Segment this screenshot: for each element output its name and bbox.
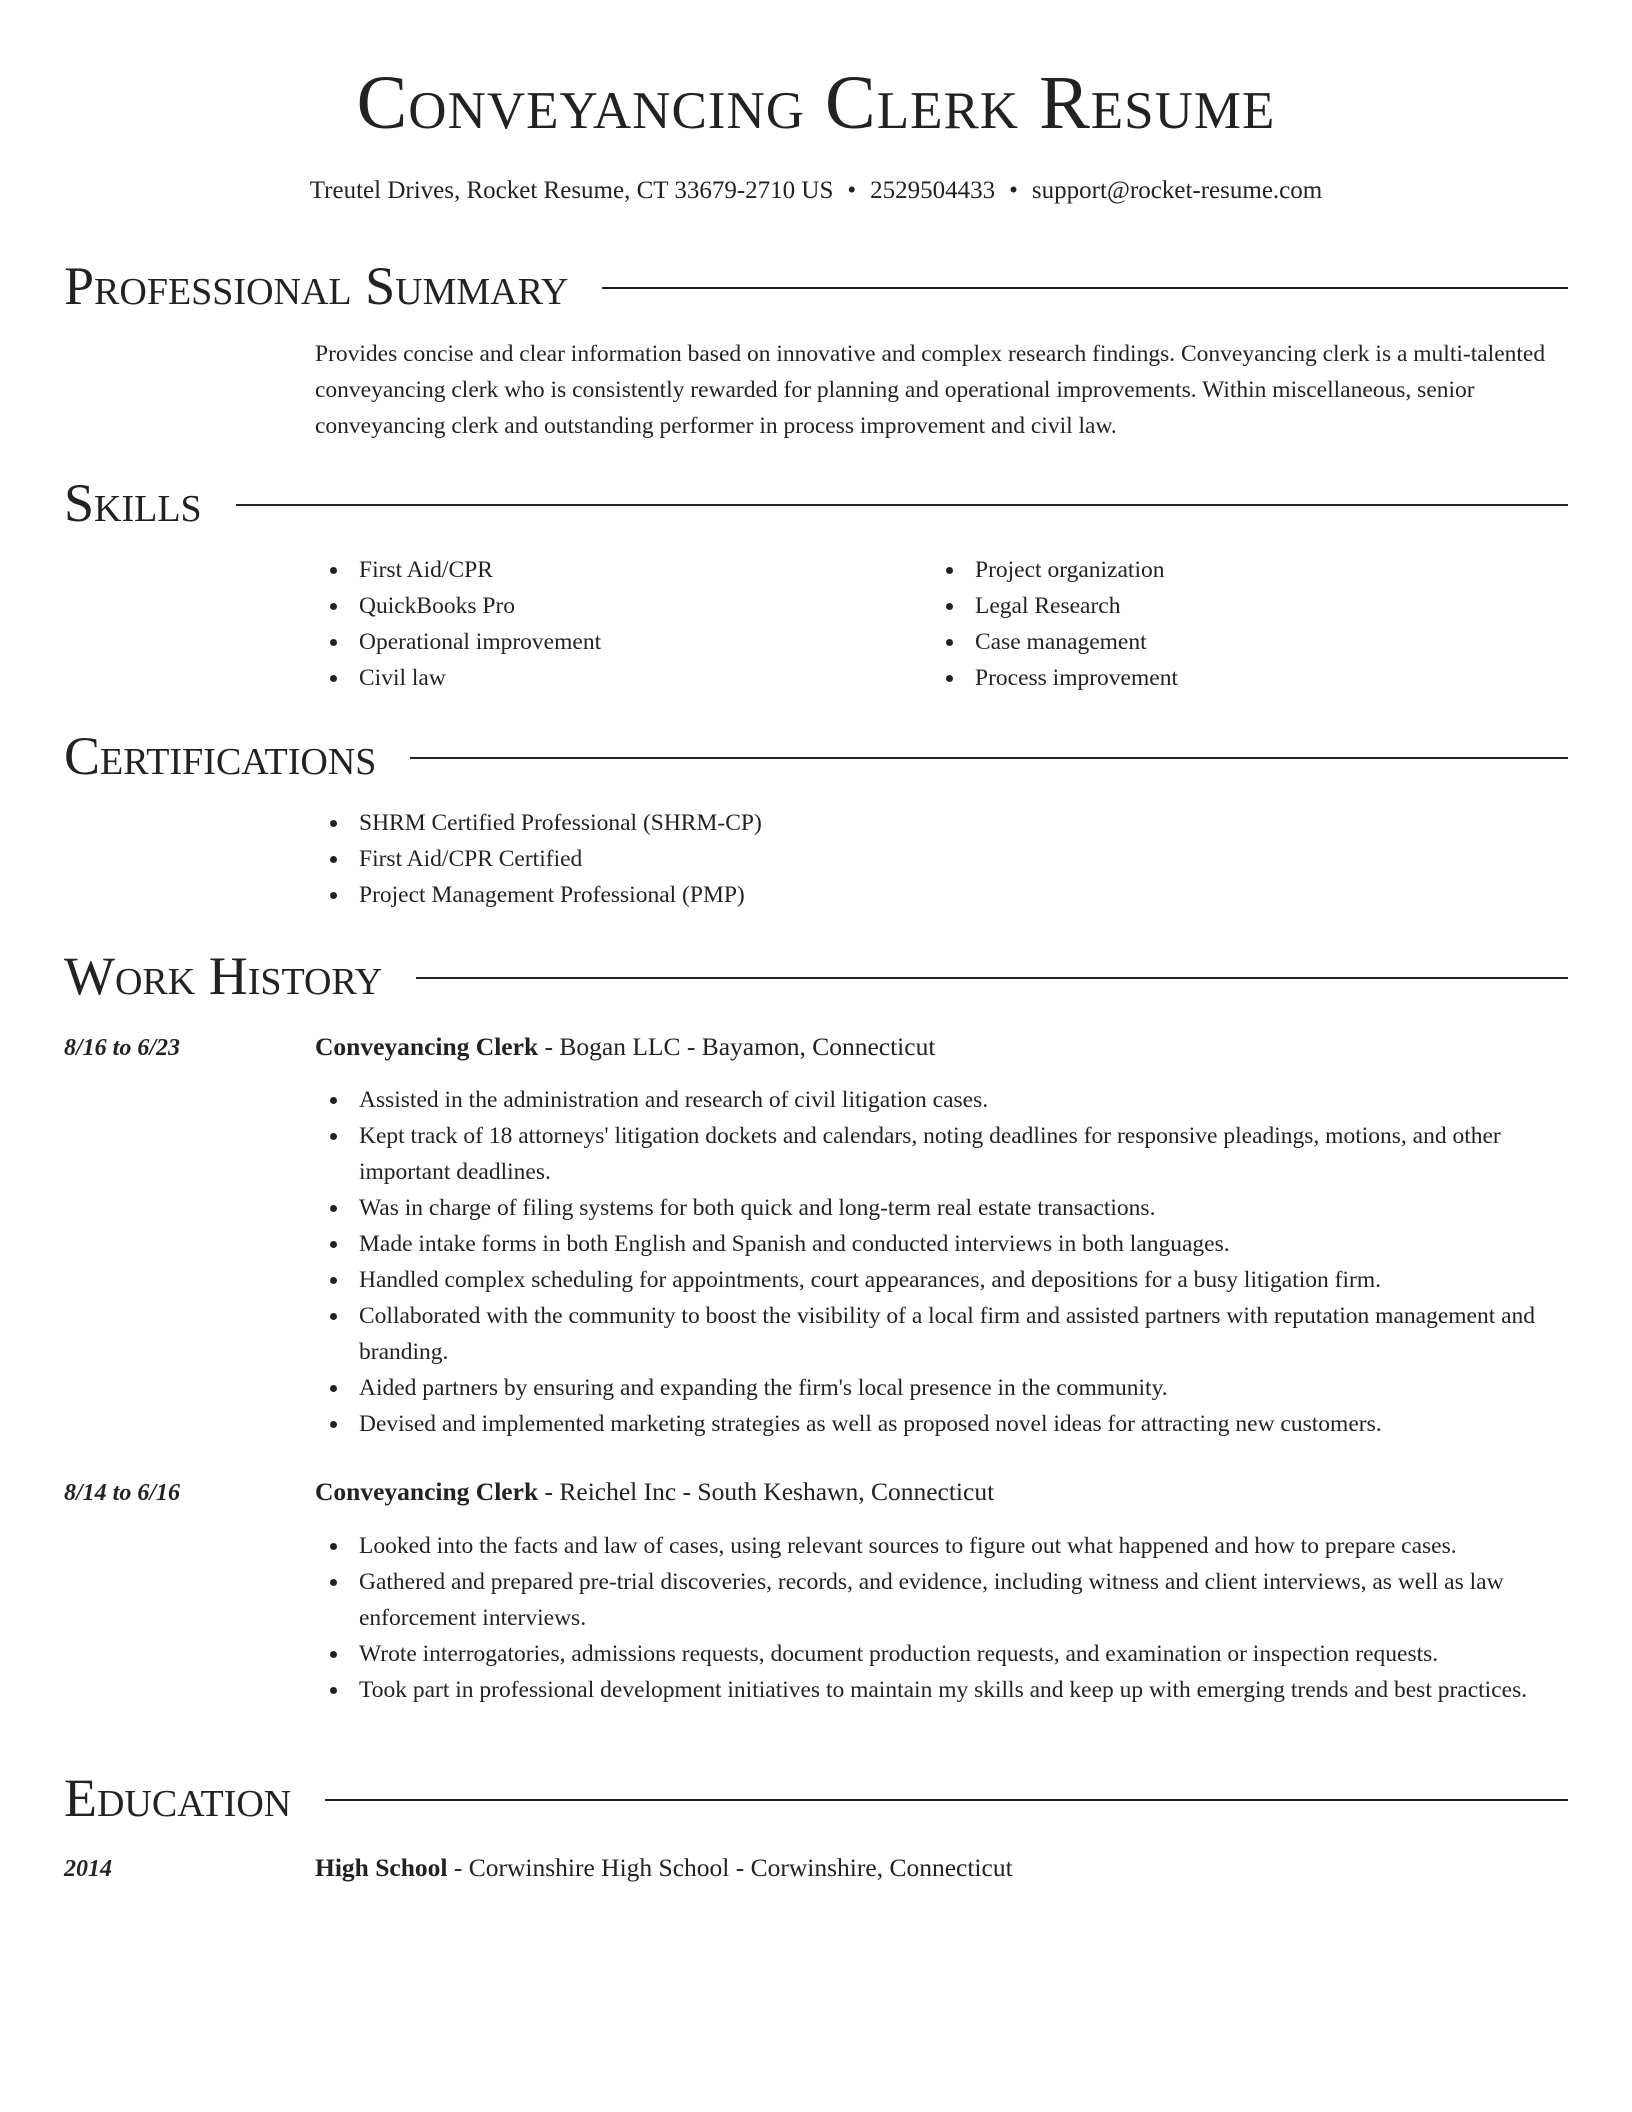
contact-email: support@rocket-resume.com (1031, 177, 1323, 204)
job-header (315, 1474, 1568, 1510)
summary-heading: Professional Summary (64, 256, 569, 316)
education-entry (315, 1850, 1568, 1886)
responsibility-item: Looked into the facts and law of cases, using relevant sources to figure out what happened and how to prepare cases. (315, 1528, 1568, 1564)
skill-item: Process improvement (931, 660, 1491, 696)
job-dates: 8/14 to 6/16 (64, 1480, 181, 1506)
job-title: Conveyancing Clerk (315, 1032, 539, 1061)
responsibility-item: Assisted in the administration and research of civil litigation cases. (315, 1082, 1568, 1118)
responsibility-item: Collaborated with the community to boost the visibility of a local firm and assisted partners with reputation management and branding. (315, 1298, 1568, 1370)
education-date: 2014 (64, 1856, 112, 1882)
responsibility-item: Made intake forms in both English and Spanish and conducted interviews in both languages. (315, 1226, 1568, 1262)
job-header (315, 1029, 1568, 1065)
skills-left-column (315, 552, 875, 696)
responsibility-item: Was in charge of filing systems for both quick and long-term real estate transactions. (315, 1190, 1568, 1226)
certifications-heading: Certifications (64, 726, 377, 786)
responsibility-item: Handled complex scheduling for appointments, court appearances, and depositions for a busy litigation firm. (315, 1262, 1568, 1298)
skills-right-column (931, 552, 1491, 696)
certifications-section-header (64, 725, 1568, 787)
job-dates: 8/16 to 6/23 (64, 1035, 181, 1061)
summary-section-header (64, 255, 1568, 317)
job-responsibilities (315, 1528, 1568, 1708)
responsibility-item: Gathered and prepared pre-trial discoveries, records, and evidence, including witness and client interviews, as well as law enforcement interviews. (315, 1564, 1568, 1636)
responsibility-item: Aided partners by ensuring and expanding the firm's local presence in the community. (315, 1370, 1568, 1406)
certification-item: Project Management Professional (PMP) (315, 877, 1568, 913)
skills-heading: Skills (64, 473, 202, 533)
work-history-section-header (64, 945, 1568, 1007)
responsibility-item: Wrote interrogatories, admissions requests, document production requests, and examination or inspection requests. (315, 1636, 1568, 1672)
contact-address: Treutel Drives, Rocket Resume, CT 33679-2710 US (309, 177, 834, 204)
contact-line (0, 176, 1632, 206)
job-title: Conveyancing Clerk (315, 1477, 539, 1506)
education-school-location: - Corwinshire High School - Corwinshire, Connecticut (447, 1853, 1013, 1882)
certifications-list (315, 805, 1568, 913)
education-degree: High School (315, 1853, 448, 1882)
education-heading: Education (64, 1768, 292, 1828)
skill-item: First Aid/CPR (315, 552, 875, 588)
work-history-heading: Work History (64, 946, 383, 1006)
section-divider (410, 757, 1568, 759)
job-employer-location: - Bogan LLC - Bayamon, Connecticut (538, 1032, 936, 1061)
job-employer-location: - Reichel Inc - South Keshawn, Connecticut (538, 1477, 995, 1506)
responsibility-item: Devised and implemented marketing strategies as well as proposed novel ideas for attracting new customers. (315, 1406, 1568, 1442)
skill-item: Project organization (931, 552, 1491, 588)
job-responsibilities (315, 1082, 1568, 1442)
contact-phone: 2529504433 (870, 177, 996, 204)
skill-item: Case management (931, 624, 1491, 660)
responsibility-item: Kept track of 18 attorneys' litigation dockets and calendars, noting deadlines for responsive pleadings, motions, and other important deadlines. (315, 1118, 1568, 1190)
skill-item: Operational improvement (315, 624, 875, 660)
certification-item: SHRM Certified Professional (SHRM-CP) (315, 805, 1568, 841)
education-section-header (64, 1767, 1568, 1829)
skills-section-header (64, 472, 1568, 534)
skill-item: Legal Research (931, 588, 1491, 624)
skill-item: QuickBooks Pro (315, 588, 875, 624)
section-divider (236, 504, 1568, 506)
summary-text: Provides concise and clear information based on innovative and complex research findings. Conveyancing clerk is a multi-talented conveyancing clerk who is consistently rewarded for planning and operational improvements. Within miscellaneous, senior conveyancing clerk and outstanding performer in process improvement and civil law. (315, 341, 1546, 439)
section-divider (416, 977, 1568, 979)
resume-title: Conveyancing Clerk Resume (356, 61, 1276, 145)
contact-separator: • (1009, 177, 1018, 204)
certification-item: First Aid/CPR Certified (315, 841, 1568, 877)
section-divider (325, 1799, 1568, 1801)
section-divider (602, 287, 1568, 289)
skill-item: Civil law (315, 660, 875, 696)
contact-separator: • (847, 177, 857, 204)
responsibility-item: Took part in professional development initiatives to maintain my skills and keep up with emerging trends and best practices. (315, 1672, 1568, 1708)
